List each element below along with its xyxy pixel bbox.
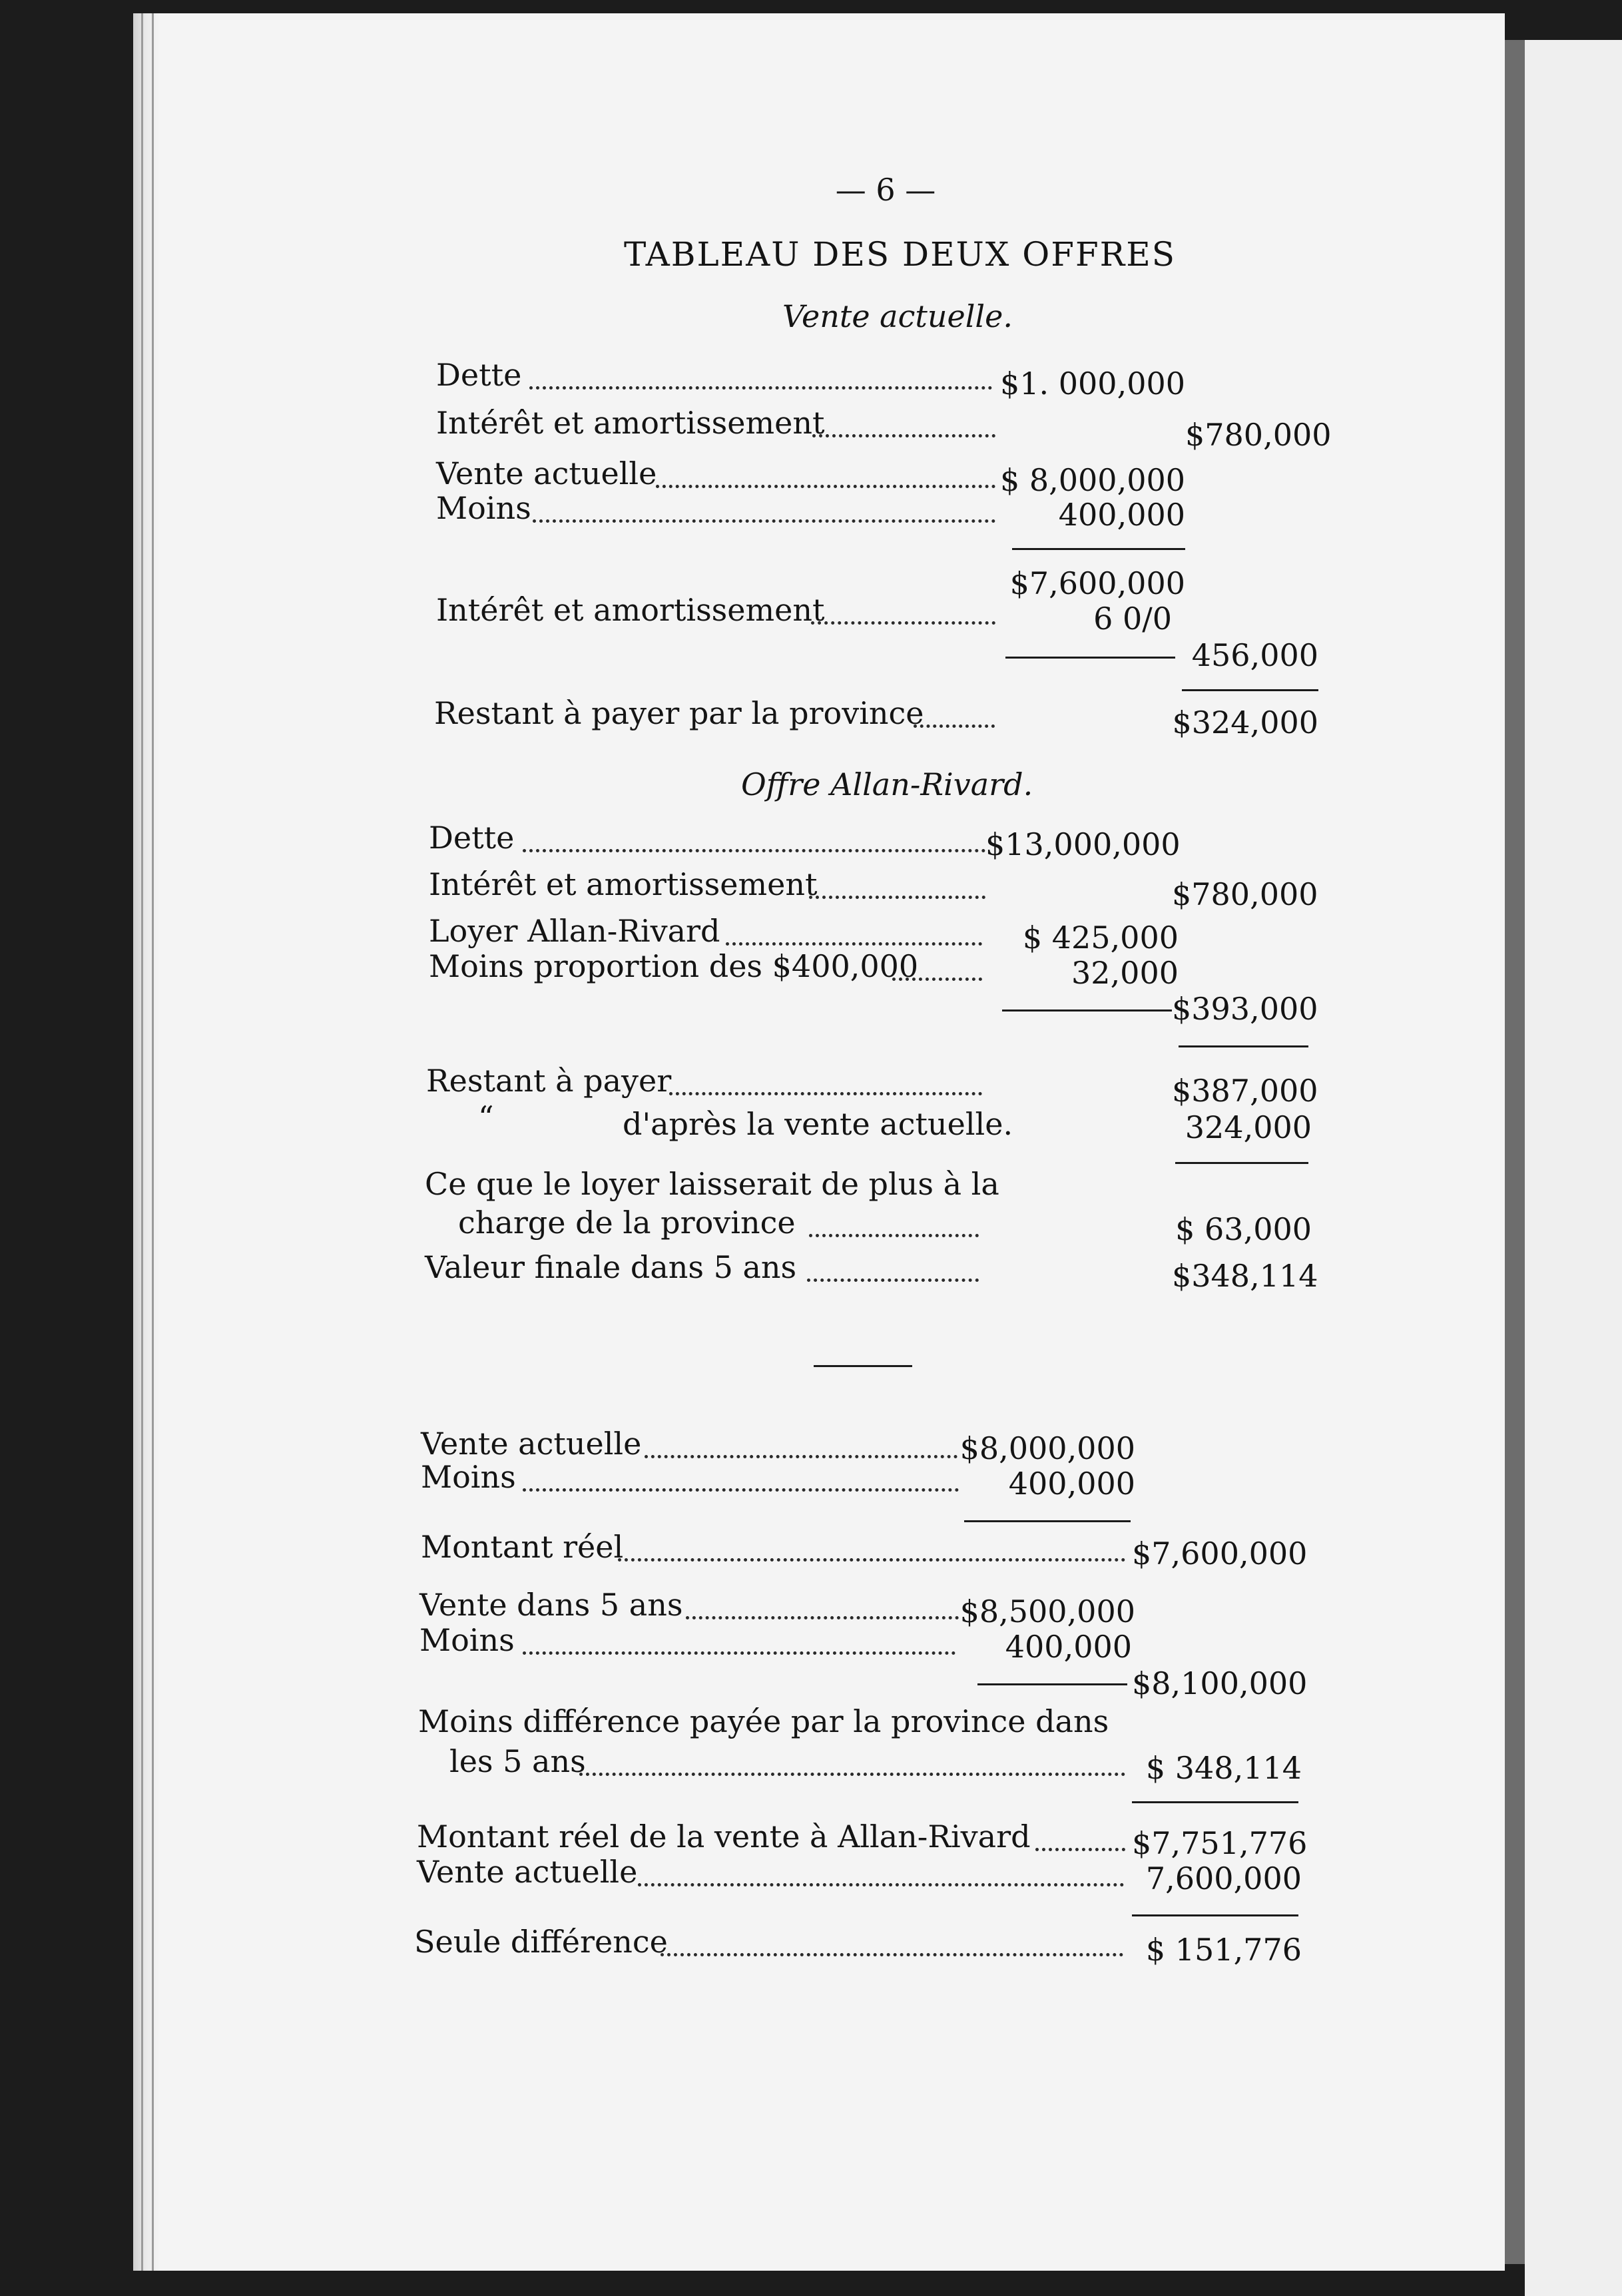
row-label-line2: charge de la province [458,1205,796,1241]
row-value: $7,600,000 [1132,1536,1308,1572]
row-value: $387,000 [1172,1073,1318,1109]
row-value: $780,000 [1185,417,1332,453]
row-value: $8,100,000 [1132,1665,1308,1701]
row-value: 324,000 [1185,1109,1312,1145]
gutter-line [141,13,143,2271]
sum-rule [1005,657,1175,659]
row-label: Restant à payer [426,1063,672,1099]
sum-rule [964,1520,1131,1522]
row-value: 400,000 [1005,1629,1132,1665]
sum-rule [1132,1914,1298,1916]
dot-leader [686,1616,959,1619]
sum-rule [1132,1801,1298,1803]
section-heading-offre-allan-rivard: Offre Allan-Rivard. [741,766,1033,802]
row-value: 400,000 [1058,497,1185,533]
gutter-line [152,13,154,2271]
dot-leader [656,485,995,488]
page-binding-shadow [133,13,160,2271]
sum-rule [1002,1009,1172,1011]
page-title: TABLEAU DES DEUX OFFRES [624,235,1177,274]
dot-leader [807,1279,979,1282]
row-value: $393,000 [1172,991,1318,1027]
row-value: $8,000,000 [959,1430,1135,1466]
row-value: $ 348,114 [1145,1750,1302,1786]
page-number: — 6 — [835,172,936,208]
row-value: $13,000,000 [985,826,1181,862]
dot-leader [523,849,985,852]
dot-leader [638,1883,1124,1886]
dot-leader [529,386,992,390]
dot-leader [809,896,985,899]
row-label: Seule différence [414,1924,668,1960]
dot-leader [669,1092,982,1095]
facing-page-edge [1525,40,1622,2296]
sum-rule [977,1683,1127,1685]
row-label: Moins [436,490,531,526]
row-label: Moins [419,1622,515,1658]
dot-leader [809,1234,979,1237]
ditto-mark: “ [478,1099,494,1135]
row-label: Moins proportion des $400,000 [429,948,919,984]
dot-leader [811,621,995,625]
dot-leader [726,942,982,946]
row-label: Montant réel de la vente à Allan-Rivard [417,1819,1031,1855]
dot-leader [661,1953,1123,1956]
row-label-line1: Ce que le loyer laisserait de plus à la [425,1166,999,1202]
row-value: 32,000 [1071,955,1179,991]
section-heading-vente-actuelle: Vente actuelle. [782,298,1013,334]
dot-leader [812,434,995,437]
row-label: Dette [436,357,522,393]
dot-leader [523,1651,955,1655]
sum-rule [1182,689,1318,691]
row-value: $324,000 [1172,705,1318,740]
row-value: $ 425,000 [1022,920,1179,956]
dot-leader [533,519,995,523]
row-label: Vente dans 5 ans [419,1587,683,1623]
dot-leader [645,1455,957,1458]
row-value: $348,114 [1172,1258,1318,1294]
row-label: Vente actuelle [436,455,657,491]
sum-rule [1179,1045,1308,1047]
row-label: Dette [429,820,515,856]
row-value: $780,000 [1172,876,1318,912]
dot-leader [1035,1848,1125,1851]
row-label-line2: les 5 ans [449,1743,586,1779]
sum-rule [1012,548,1185,550]
dot-leader [579,1773,1125,1776]
dot-leader [914,724,995,728]
row-value: 7,600,000 [1145,1861,1302,1896]
row-label-line1: Moins différence payée par la province dans [418,1703,1109,1739]
row-value: 6 0/0 [1093,601,1172,637]
row-label: Moins [421,1459,516,1495]
page-edge [1505,40,1525,2264]
row-label: Montant réel [421,1529,624,1565]
row-label: Intérêt et amortissement [436,592,825,628]
row-value: $7,600,000 [1009,565,1185,601]
row-label: d'après la vente actuelle. [623,1106,1013,1142]
row-value: $7,751,776 [1132,1825,1308,1861]
row-label: Vente actuelle [421,1426,642,1462]
row-label: Valeur finale dans 5 ans [425,1249,797,1285]
row-value: $ 8,000,000 [1000,462,1185,498]
row-label: Restant à payer par la province [434,695,924,731]
row-value: $8,500,000 [959,1593,1135,1629]
dot-leader [892,978,982,981]
row-value: $1. 000,000 [1000,366,1185,402]
row-value: $ 63,000 [1175,1211,1312,1247]
row-label: Intérêt et amortissement [429,866,818,902]
row-value: $ 151,776 [1145,1932,1302,1968]
dot-leader [523,1488,959,1492]
sum-rule [1175,1162,1308,1164]
row-label: Intérêt et amortissement [436,405,825,441]
row-label: Loyer Allan-Rivard [429,913,720,949]
dot-leader [618,1558,1125,1562]
row-value: 400,000 [1008,1466,1135,1502]
section-divider [814,1365,912,1367]
row-label: Vente actuelle [417,1854,638,1890]
row-value: 456,000 [1191,637,1318,673]
